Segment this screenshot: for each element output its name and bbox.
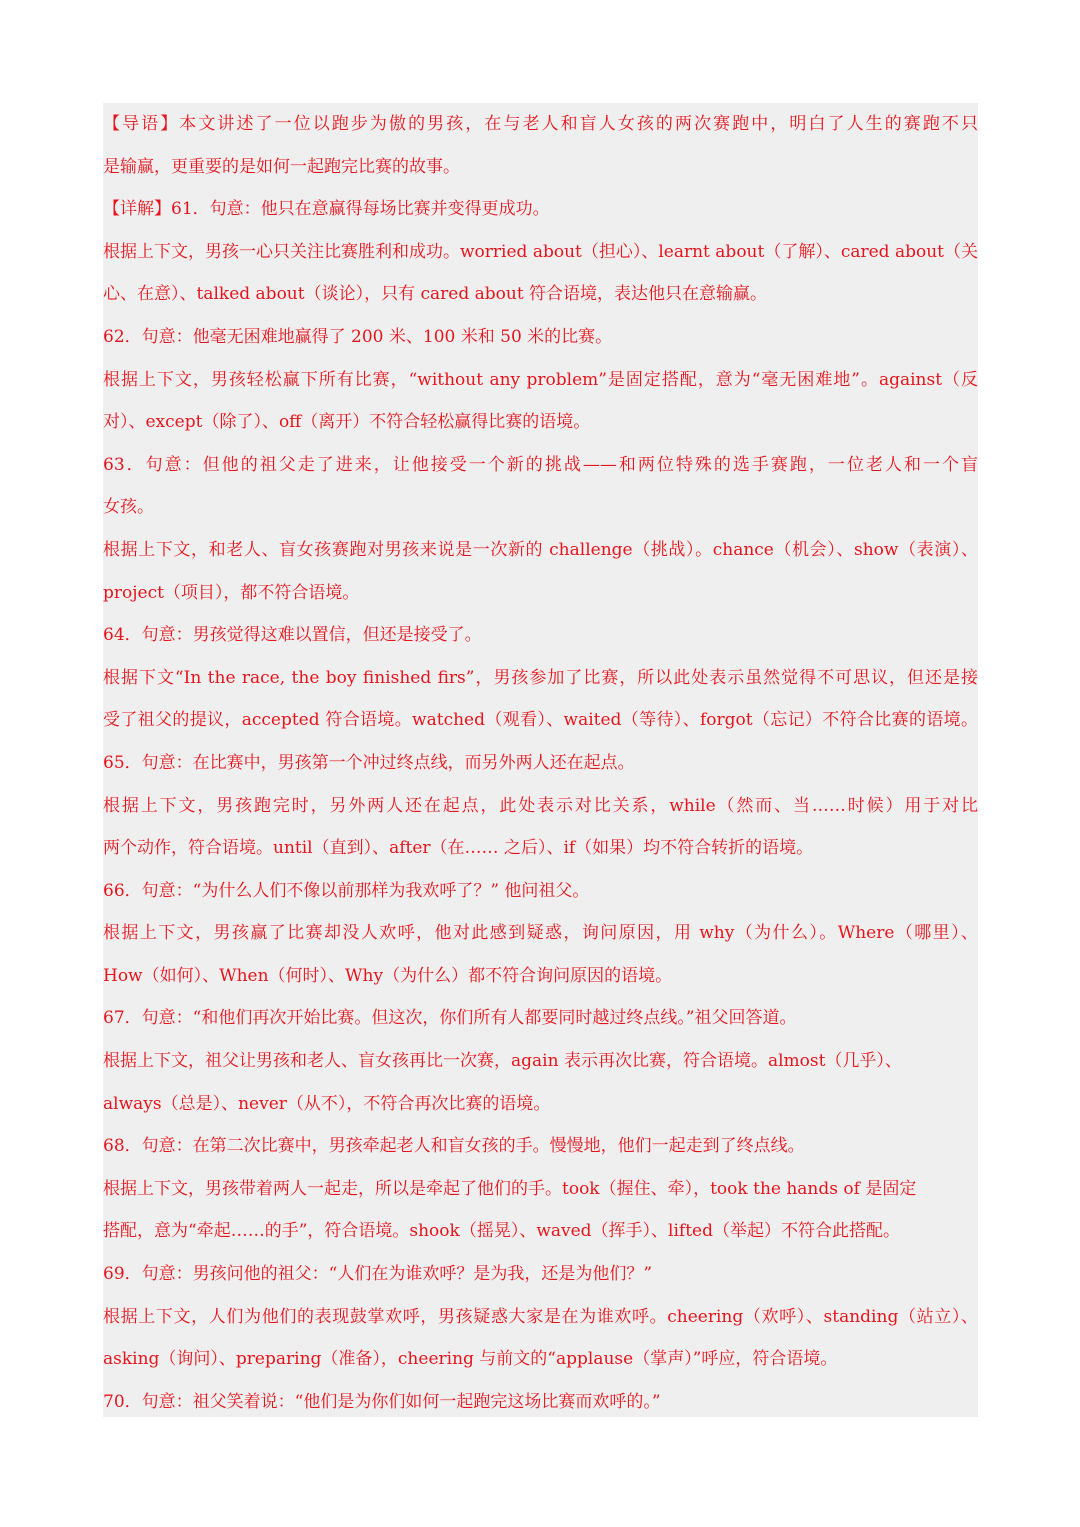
text-line: 66．句意：“为什么人们不像以前那样为我欢呼了？” 他问祖父。	[103, 880, 590, 901]
text-line: 是输赢，更重要的是如何一起跑完比赛的故事。	[103, 156, 460, 177]
text-line: 69．句意：男孩问他的祖父：“人们在为谁欢呼？是为我，还是为他们？”	[103, 1264, 653, 1285]
text-line: 根据上下文，男孩赢了比赛却没人欢呼，他对此感到疑惑，询问原因，用 why（为什么）。Where（哪里）、	[103, 923, 978, 944]
text-line: 受了祖父的提议，accepted 符合语境。watched（观看）、waited（等待）、forgot（忘记）不符合比赛的语境。	[103, 710, 978, 731]
text-line: 搭配，意为“牵起……的手”，符合语境。shook（摇晃）、waved（挥手）、lifted（举起）不符合此搭配。	[103, 1221, 900, 1242]
answer-explanation-text	[103, 103, 978, 1423]
text-line: 根据上下文，男孩轻松赢下所有比赛，“without any problem”是固定搭配，意为“毫无困难地”。against（反	[103, 369, 978, 390]
text-line: 64．句意：男孩觉得这难以置信，但还是接受了。	[103, 625, 482, 646]
text-line: asking（询问）、preparing（准备），cheering 与前文的“applause（掌声）”呼应，符合语境。	[103, 1349, 838, 1370]
text-line: 根据上下文，男孩一心只关注比赛胜利和成功。worried about（担心）、learnt about（了解）、cared about（关	[103, 241, 978, 262]
text-line: How（如何）、When（何时）、Why（为什么）都不符合询问原因的语境。	[103, 965, 673, 986]
text-line: 根据上下文，男孩带着两人一起走，所以是牵起了他们的手。took（握住、牵），took the hands of 是固定	[103, 1178, 917, 1199]
text-line: 女孩。	[103, 497, 154, 518]
text-line: 根据上下文，人们为他们的表现鼓掌欢呼，男孩疑惑大家是在为谁欢呼。cheering（欢呼）、standing（站立）、	[103, 1306, 978, 1327]
text-line: 【详解】61．句意：他只在意赢得每场比赛并变得更成功。	[103, 199, 550, 220]
text-line: 两个动作，符合语境。until（直到）、after（在…… 之后）、if（如果）均不符合转折的语境。	[103, 838, 814, 859]
text-line: 70．句意：祖父笑着说：“他们是为你们如何一起跑完这场比赛而欢呼的。”	[103, 1391, 661, 1412]
text-line: 根据下文“In the race, the boy finished firs”，男孩参加了比赛，所以此处表示虽然觉得不可思议，但还是接	[103, 667, 978, 688]
text-line: 心、在意）、talked about（谈论），只有 cared about 符合语境，表达他只在意输赢。	[103, 284, 768, 305]
text-line: 根据上下文，祖父让男孩和老人、盲女孩再比一次赛，again 表示再次比赛，符合语境。almost（几乎）、	[103, 1051, 902, 1072]
text-line: 68．句意：在第二次比赛中，男孩牵起老人和盲女孩的手。慢慢地，他们一起走到了终点线。	[103, 1136, 805, 1157]
text-line: 对）、except（除了）、off（离开）不符合轻松赢得比赛的语境。	[103, 412, 591, 433]
text-line: 根据上下文，和老人、盲女孩赛跑对男孩来说是一次新的 challenge（挑战）。chance（机会）、show（表演）、	[103, 539, 978, 560]
text-line: 67．句意：“和他们再次开始比赛。但这次，你们所有人都要同时越过终点线。”祖父回答道。	[103, 1008, 797, 1029]
text-line: always（总是）、never（从不），不符合再次比赛的语境。	[103, 1093, 551, 1114]
text-line: 63．句意：但他的祖父走了进来，让他接受一个新的挑战——和两位特殊的选手赛跑，一位老人和一个盲	[103, 454, 978, 475]
text-line: project（项目），都不符合语境。	[103, 582, 360, 603]
text-line: 【导语】本文讲述了一位以跑步为傲的男孩，在与老人和盲人女孩的两次赛跑中，明白了人生的赛跑不只	[103, 114, 978, 134]
text-line: 根据上下文，男孩跑完时，另外两人还在起点，此处表示对比关系，while（然而、当……时候）用于对比	[103, 795, 978, 816]
text-line: 62．句意：他毫无困难地赢得了 200 米、100 米和 50 米的比赛。	[103, 326, 613, 347]
text-line: 65．句意：在比赛中，男孩第一个冲过终点线，而另外两人还在起点。	[103, 752, 635, 773]
